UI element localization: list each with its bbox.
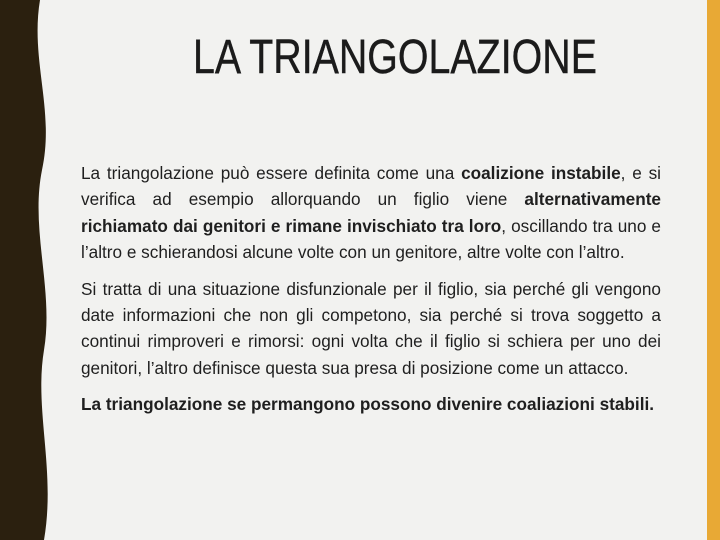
p3-bold: La triangolazione se permangono possono divenire coaliazioni stabili. [81,394,655,415]
p1-text-a: La triangolazione può essere definita come una [81,163,462,183]
p1-bold-alternativamente: alternativamente richiamato dai genitori e rimane invischiato tra loro [81,189,661,236]
slide-body [81,160,661,428]
p1-text-c: , e si verifica ad esempio allorquando un figlio viene [81,163,661,210]
slide-title: LA TRIANGOLAZIONE [193,31,597,84]
p1-bold-coalizione: coalizione instabile [461,163,621,183]
p1-text-e: , oscillando tra uno e l’altro e schierandosi alcune volte con un genitore, altre volte con l’altro. [81,215,661,263]
accent-bar [707,0,720,540]
paragraph-2: Si tratta di una situazione disfunzionale per il figlio, sia perché gli vengono date informazioni che non gli competono, sia perché si trova soggetto a continui rimproveri e rimorsi: ogni volta che il figlio si schiera per uno dei genitori, l’altro definisce questa sua presa di posizione come un attacco. [81,278,661,378]
decorative-left-band [0,0,58,540]
paragraph-3 [81,391,661,417]
paragraph-1 [81,160,661,266]
